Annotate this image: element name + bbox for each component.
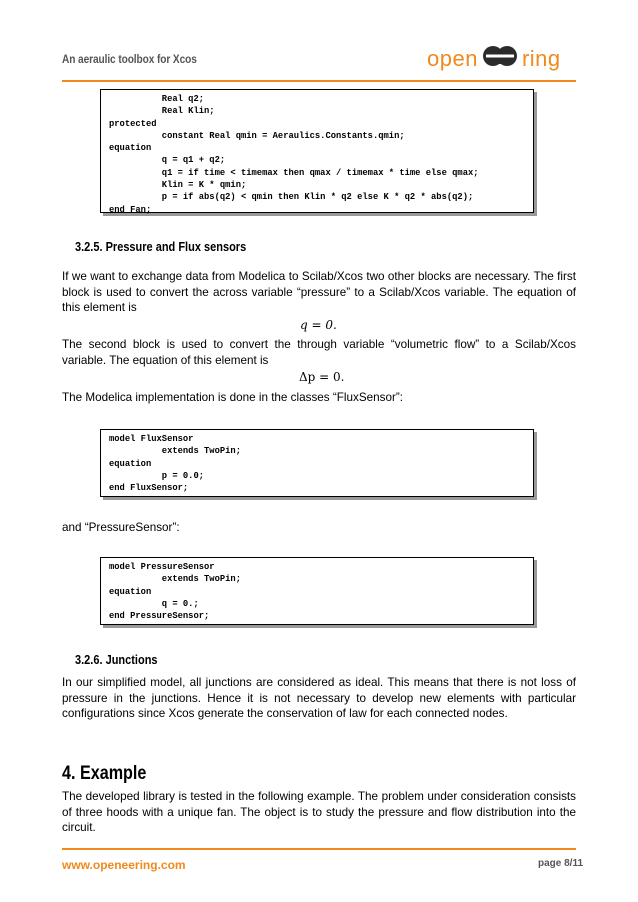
equation-q: q = 0.: [300, 318, 337, 332]
logo-text-left: open: [427, 46, 478, 71]
section-heading-junctions: 3.2.6. Junctions: [75, 653, 158, 667]
paragraph-and-pressure-sensor: and “PressureSensor”:: [62, 521, 180, 534]
code-block-pressure-sensor: [100, 557, 534, 625]
paragraph-example: The developed library is tested in the following example. The problem under consideration consists of three hoods with a unique fan. The object is to study the pressure and flow distribution into the circuit.: [62, 790, 576, 835]
code-line: end Fan;: [109, 204, 152, 215]
equation-delta-p: Δp = 0.: [299, 370, 345, 384]
code-line: model FluxSensor: [109, 434, 194, 444]
code-line: extends TwoPin;: [109, 574, 241, 585]
code-line: p = if abs(q2) < qmin then Klin * q2 else K * q2 * abs(q2);: [109, 192, 474, 203]
code-line: end FluxSensor;: [109, 483, 189, 494]
code-line: extends TwoPin;: [109, 446, 241, 457]
openeering-logo: [427, 44, 561, 74]
code-block-fan: [100, 89, 534, 213]
code-line: constant Real qmin = Aeraulics.Constants.qmin;: [109, 130, 405, 141]
code-line: Real q2;: [109, 94, 205, 104]
logo-mark-icon: [482, 43, 518, 75]
paragraph-junctions: In our simplified model, all junctions are considered as ideal. This means that there is not loss of pressure in the junctions. Hence it is not necessary to develop new elements with particular configurations since Xcos generate the conservation of law for each connected nodes.: [62, 676, 576, 721]
code-line: Klin = K * qmin;: [109, 180, 247, 191]
code-line: q = 0.;: [109, 598, 199, 609]
code-line: q1 = if time < timemax then qmax / timemax * time else qmax;: [109, 167, 479, 178]
code-line: protected: [109, 118, 157, 129]
section-heading-example: 4. Example: [62, 763, 147, 784]
code-line: p = 0.0;: [109, 470, 205, 481]
footer-rule: [62, 848, 576, 850]
code-line: equation: [109, 143, 152, 154]
header-title: An aeraulic toolbox for Xcos: [62, 54, 197, 66]
footer-website-link[interactable]: www.openeering.com: [62, 858, 186, 872]
code-line: model PressureSensor: [109, 562, 215, 572]
paragraph-modelica-implementation: The Modelica implementation is done in the classes “FluxSensor”:: [62, 391, 404, 404]
section-heading-pressure-flux-sensors: 3.2.5. Pressure and Flux sensors: [75, 240, 247, 254]
code-line: equation: [109, 458, 152, 469]
code-block-flux-sensor: [100, 429, 534, 497]
header-rule: [62, 80, 576, 82]
paragraph-sensors-intro: If we want to exchange data from Modelica to Scilab/Xcos two other blocks are necessary. The first block is used to convert the across variable “pressure” to a Scilab/Xcos variable. The equation of this element is: [62, 270, 576, 315]
code-line: equation: [109, 586, 152, 597]
paragraph-second-block: The second block is used to convert the through variable “volumetric flow” to a Scilab/Xcos variable. The equation of this element is: [62, 338, 576, 367]
logo-text-right: ring: [521, 46, 561, 71]
footer-page-number: page 8/11: [538, 858, 584, 869]
code-line: Real Klin;: [109, 106, 215, 117]
code-line: q = q1 + q2;: [109, 155, 226, 166]
code-line: end PressureSensor;: [109, 611, 210, 622]
